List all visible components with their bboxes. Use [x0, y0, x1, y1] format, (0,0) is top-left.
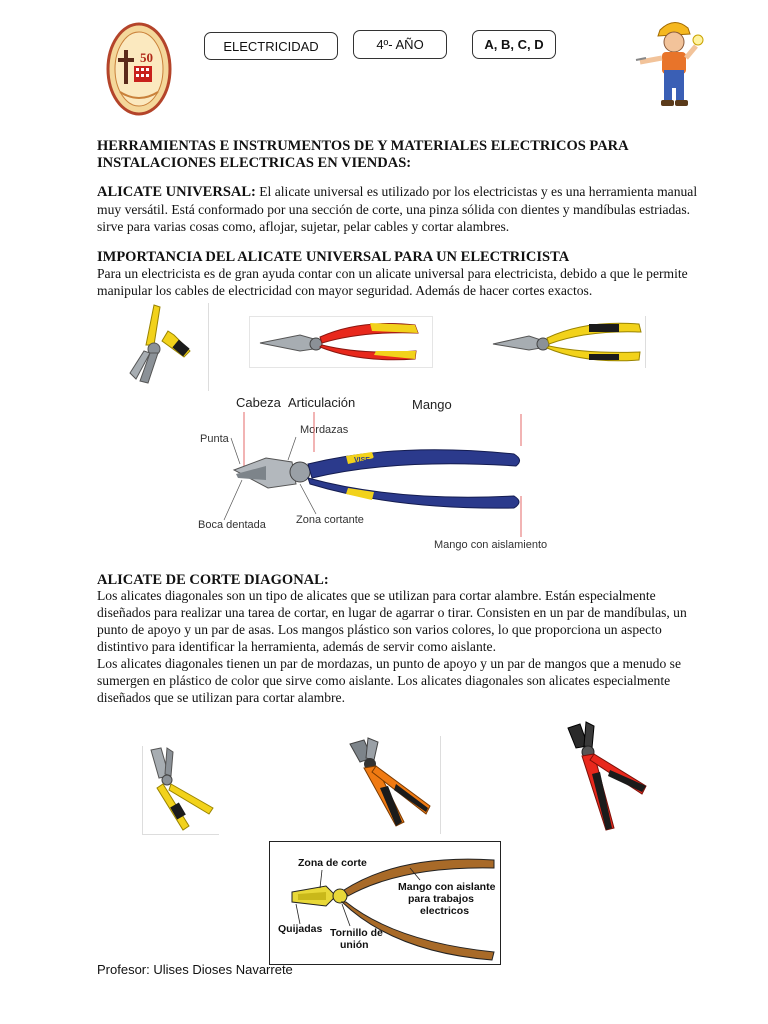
plier-parts-diagram [196, 392, 566, 556]
main-title: HERRAMIENTAS E INSTRUMENTOS DE Y MATERIALES ELECTRICOS PARA INSTALACIONES ELECTRICAS EN VIENDAS: [97, 138, 628, 171]
plier-photo-red-yellow [249, 316, 433, 368]
label-tornillo-1: Tornillo de [330, 927, 383, 939]
importance-title: IMPORTANCIA DEL ALICATE UNIVERSAL PARA UN ELECTRICISTA [97, 249, 570, 265]
sections-label: A, B, C, D [484, 37, 544, 52]
label-mango-aislante-3: electricos [420, 905, 470, 917]
diagonal-plier-photo-red [562, 720, 650, 836]
diagonal-title: ALICATE DE CORTE DIAGONAL: [97, 572, 329, 588]
universal-text: El alicate universal es utilizado por los electricistas y es una herramienta manual muy versátil. Está conformado por una sección de corte, una pinza sólida con dientes y mandíbulas estriadas. sirve para varias cosas como, aflojar, sujetar, pelar cables y cortar alambres. [97, 184, 698, 234]
diagonal-paragraph-2: Los alicates diagonales tienen un par de mordazas, un punto de apoyo y un par de mangos que a menudo se sumergen en plástico de color que sirve como aislante. Los alicates diagonales son alicates especialmente diseñados que se utilizan para cortar alambre. [97, 656, 681, 705]
brand-label: VISE-GRIP [354, 457, 390, 464]
sections-box [472, 30, 556, 59]
label-zona-cortante: Zona cortante [296, 514, 364, 526]
label-boca-dentada: Boca dentada [198, 519, 266, 531]
grade-box [353, 30, 447, 59]
electrician-mascot [634, 16, 704, 108]
diagonal-parts-diagram [269, 841, 501, 965]
label-mango-aislante-1: Mango con aislante [398, 881, 496, 893]
plier-photo-yellow-black-2 [489, 316, 646, 368]
grade-label: 4º- AÑO [376, 37, 424, 52]
label-quijadas: Quijadas [278, 923, 323, 935]
label-tornillo-2: unión [340, 939, 369, 951]
label-punta: Punta [200, 433, 229, 445]
subject-label: ELECTRICIDAD [223, 38, 319, 54]
diagonal-plier-photo-yellow [142, 746, 219, 835]
universal-paragraph [97, 183, 709, 235]
seal-number: 50 [140, 50, 153, 65]
universal-term: ALICATE UNIVERSAL: [97, 184, 256, 200]
label-mango-aislamiento: Mango con aislamiento [434, 539, 548, 551]
label-mordazas: Mordazas [300, 424, 349, 436]
label-zona-de-corte: Zona de corte [298, 857, 367, 869]
professor-footer: Profesor: Ulises Dioses Navarrete [97, 962, 293, 977]
diagonal-paragraph-1: Los alicates diagonales son un tipo de alicates que se utilizan para cortar alambre. Están especialmente diseñados para realizar una tarea de cortar, en lugar de agarrar o tirar. Consisten en un par de mandíbulas, un punto de apoyo y un par de asas. Los mangos plástico son varios colores, lo que proporciona un aspecto distintivo para identificar la herramienta, además de servir como aislante. [97, 588, 687, 654]
label-cabeza: Cabeza [236, 395, 281, 410]
diagonal-plier-photo-orange [344, 736, 441, 834]
label-mango: Mango [412, 397, 452, 412]
importance-text: Para un electricista es de gran ayuda contar con un alicate universal para electricista, debido a que le permite manipular los cables de electricidad con mayor seguridad. Además de hacer cortes exactos. [97, 266, 688, 298]
label-articulacion: Articulación [288, 395, 356, 410]
plier-photo-yellow-black [120, 303, 209, 391]
school-seal [106, 22, 172, 116]
subject-box [204, 32, 338, 60]
label-mango-aislante-2: para trabajos [408, 893, 474, 905]
